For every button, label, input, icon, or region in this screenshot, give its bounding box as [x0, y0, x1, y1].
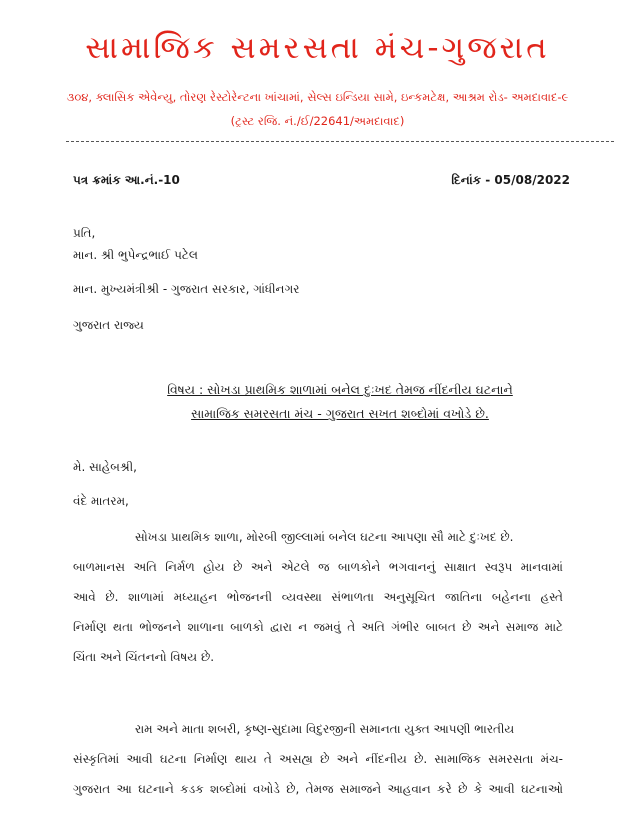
letter-reference: પત્ર ક્રમાંક આ.નં.-10	[73, 173, 180, 187]
greeting: વંદે માતરમ,	[73, 494, 129, 508]
recipient-name: માન. શ્રી ભુપેન્દ્રભાઈ પટેલ	[73, 248, 198, 262]
header-divider	[66, 141, 614, 142]
paragraph-line: નિર્માણ થતા ભોજનને શાળાના બાળકો દ્વારા ન જમવું તે અતિ ગંભીર બાબત છે અને સમાજ માટે	[73, 620, 563, 634]
paragraph-line: બાળમાનસ અતિ નિર્મળ હોય છે અને એટલે જ બાળકોને ભગવાનનું સાક્ષાત સ્વરૂપ માનવામાં	[73, 560, 563, 574]
recipient-designation: માન. મુખ્યમંત્રીશ્રી - ગુજરાત સરકાર, ગાંધીનગર	[73, 282, 300, 296]
recipient-state: ગુજરાત રાજ્ય	[73, 318, 144, 332]
trust-registration: (ટ્રસ્ટ રજિ. નં./ઈ/22641/અમદાવાદ)	[230, 114, 405, 128]
subject-line-1: વિષય : સોખડા પ્રાથમિક શાળામાં બનેલ દુઃખદ તેમજ નીંદનીય ઘટનાને	[167, 382, 513, 397]
organization-address: ૩૦૪, ક્લાસિક એવેન્યુ, તોરણ રેસ્ટોરેન્ટના ખાંચામાં, સેલ્સ ઇન્ડિયા સામે, ઇન્કમટેક્ષ, આશ્રમ રોડ- અમદાવાદ-૯	[66, 90, 569, 104]
body-paragraph-2	[73, 722, 563, 812]
letter-date: દિનાંક - 05/08/2022	[451, 173, 570, 187]
paragraph-line: ગુજરાત આ ઘટનાને કડક શબ્દોમાં વખોડે છે, તેમજ સમાજને આહવાન કરે છે કે આવી ઘટનાઓ	[73, 782, 563, 796]
paragraph-line: રામ અને માતા શબરી, કૃષ્ણ-સુદામા વિદુરજીની સમાનતા યુક્ત આપણી ભારતીય	[135, 722, 515, 736]
organization-name: સામાજિક સમરસતા મંચ-ગુજરાત	[85, 30, 550, 66]
recipient-to: પ્રતિ,	[73, 226, 96, 240]
paragraph-line: ચિંતા અને ચિંતનનો વિષય છે.	[73, 650, 215, 664]
salutation: મે. સાહેબશ્રી,	[73, 460, 137, 474]
subject-line-2: સામાજિક સમરસતા મંચ - ગુજરાત સખત શબ્દોમાં વખોડે છે.	[191, 406, 489, 421]
paragraph-line: સંસ્કૃતિમાં આવી ઘટના નિર્માણ થાય તે અસહ્ય છે અને નીંદનીય છે. સામાજિક સમરસતા મંચ-	[73, 752, 563, 766]
paragraph-line: આવે છે. શાળામાં મધ્યાહન ભોજનની વ્યવસ્થા સંભાળતા અનુસૂચિત જાતિના બહેનના હસ્તે	[73, 590, 563, 604]
body-paragraph-1	[73, 530, 563, 680]
paragraph-line: સોખડા પ્રાથમિક શાળા, મોરબી જીલ્લામાં બનેલ ઘટના આપણા સૌ માટે દુઃખદ છે.	[135, 530, 514, 544]
